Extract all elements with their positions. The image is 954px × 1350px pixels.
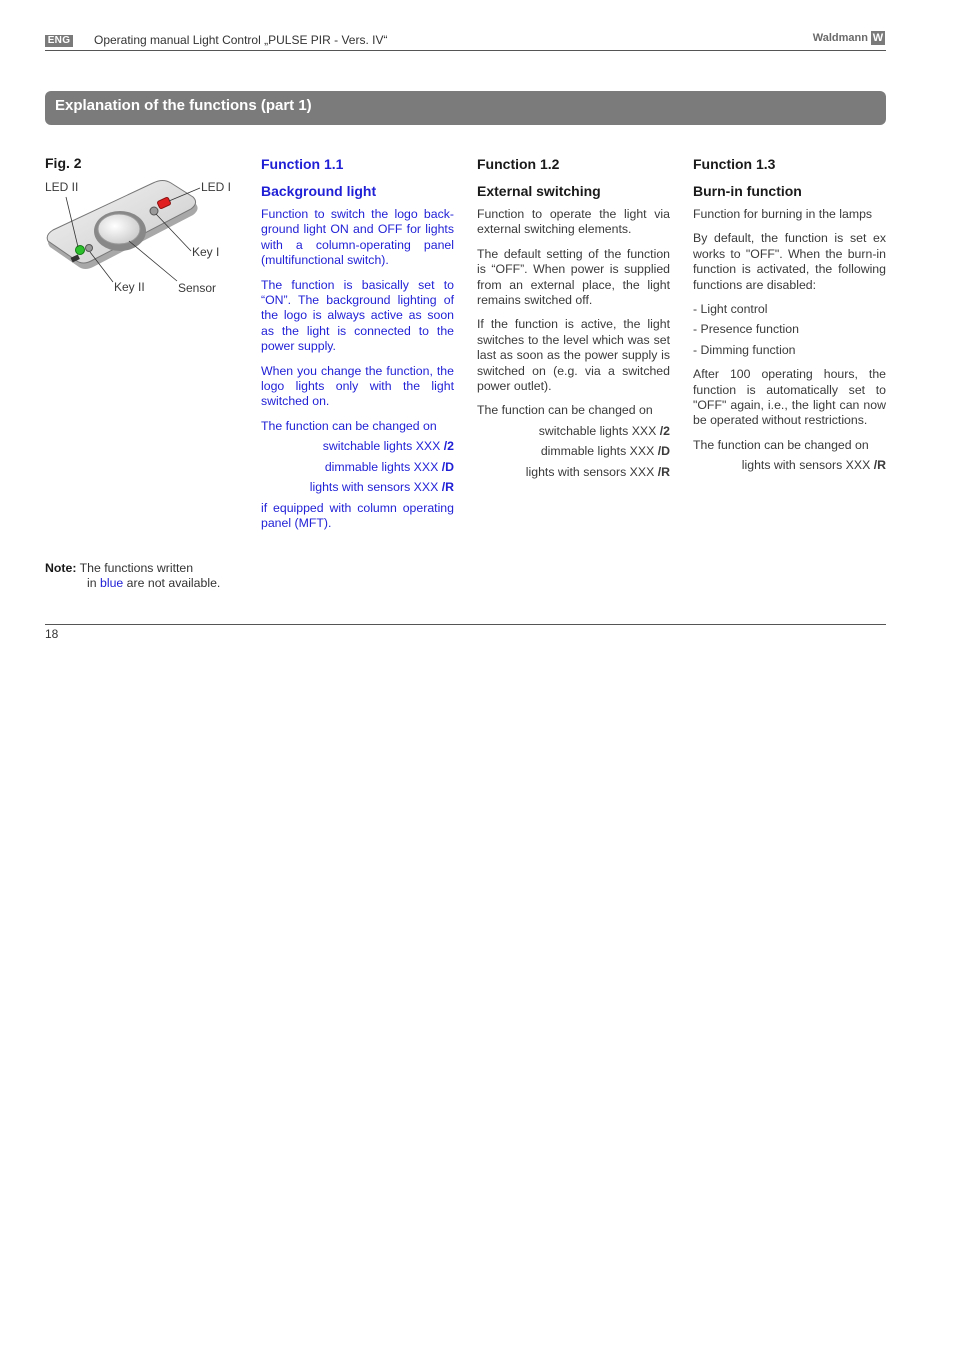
- function-1-2-variant: lights with sensors XXX /R: [525, 464, 670, 479]
- function-1-3-paragraph: By default, the function is set ex works to "OFF". When the burn-in function is activated, the following functions are disabled:: [693, 231, 886, 292]
- function-1-1-paragraph: The function is basically set to “ON”. The background lighting of the logo is always active as soon as the light is connected to the power supply.: [261, 277, 454, 354]
- function-1-1-heading: Function 1.1: [261, 156, 344, 172]
- function-1-3-heading: Function 1.3: [693, 156, 776, 172]
- function-1-3-paragraph: Function for burning in the lamps: [693, 207, 873, 221]
- label-sensor: Sensor: [178, 281, 217, 295]
- language-badge: ENG: [45, 35, 73, 47]
- section-banner: [45, 91, 886, 125]
- led-ii-icon: [76, 246, 85, 255]
- function-1-3-subheading: Burn-in function: [693, 183, 802, 199]
- function-1-2-subheading: External switching: [477, 183, 601, 199]
- function-1-1-footer: if equipped with column operating panel (MFT).: [261, 500, 454, 530]
- function-1-3-column: [693, 155, 886, 479]
- brand-name: Waldmann: [812, 32, 868, 44]
- brand: [813, 31, 885, 45]
- function-1-2-paragraph: Function to operate the light via external switching elements.: [477, 207, 670, 237]
- function-1-3-change-intro: The function can be changed on: [693, 437, 869, 452]
- function-1-1-paragraph: Function to switch the logo back-ground light ON and OFF for lights with a column-operating panel (multifunctional switch).: [261, 207, 454, 268]
- note-line-1: The functions written: [79, 561, 194, 575]
- key-ii-icon: [86, 245, 93, 252]
- function-1-2-change-intro: The function can be changed on: [477, 403, 653, 418]
- brand-logo-icon: W: [872, 32, 884, 44]
- function-1-1-variant: lights with sensors XXX /R: [309, 480, 454, 495]
- control-panel-figure: [45, 175, 240, 300]
- disabled-functions-list: [693, 302, 886, 358]
- function-1-2-column: [477, 155, 670, 485]
- label-key-i: Key I: [192, 245, 220, 259]
- function-1-1-paragraph: When you change the function, the logo lights only with the light switched on.: [261, 363, 454, 409]
- section-title: Explanation of the functions (part 1): [55, 97, 312, 114]
- function-1-1-change-intro: The function can be changed on: [261, 418, 437, 433]
- key-i-icon: [150, 207, 158, 215]
- note-label: Note:: [45, 561, 77, 575]
- function-1-1-variant: switchable lights XXX /2: [322, 439, 454, 454]
- note-blue-word: blue: [100, 576, 124, 591]
- label-led-i: LED I: [201, 180, 232, 194]
- figure-title: Fig. 2: [45, 155, 82, 171]
- function-1-2-paragraph: If the function is active, the light switches to the level which was set last as soon as the power supply is switched on (e.g. via a switched power outlet).: [477, 317, 670, 394]
- footer-divider: [45, 624, 886, 625]
- page-number: 18: [45, 627, 59, 641]
- function-1-3-variant: lights with sensors XXX /R: [741, 458, 886, 473]
- function-1-1-column: [261, 155, 454, 540]
- list-item: - Presence function: [693, 322, 799, 337]
- note-line-2: in blue are not available.: [87, 576, 221, 591]
- function-1-2-paragraph: The default setting of the function is “OFF”. When power is supplied from an external place, the light remains switched off.: [477, 246, 670, 308]
- document-title: Operating manual Light Control „PULSE PIR - Vers. IV“: [94, 33, 388, 47]
- note: [45, 561, 220, 592]
- function-1-3-paragraph: After 100 operating hours, the function is automatically set to "OFF" again, i.e., the light can now be operated without restrictions.: [693, 367, 886, 428]
- function-1-2-heading: Function 1.2: [477, 156, 560, 172]
- function-1-2-variant: switchable lights XXX /2: [538, 423, 670, 438]
- label-led-ii: LED II: [45, 180, 79, 194]
- function-1-1-variant: dimmable lights XXX /D: [324, 459, 454, 474]
- function-1-1-subheading: Background light: [261, 183, 377, 199]
- leader-sensor: [129, 241, 177, 281]
- header-divider: [45, 50, 886, 51]
- function-1-2-variant: dimmable lights XXX /D: [540, 444, 670, 459]
- list-item: - Dimming function: [693, 342, 796, 357]
- list-item: - Light control: [693, 302, 768, 317]
- sensor-icon: [98, 214, 140, 244]
- label-key-ii: Key II: [114, 280, 145, 294]
